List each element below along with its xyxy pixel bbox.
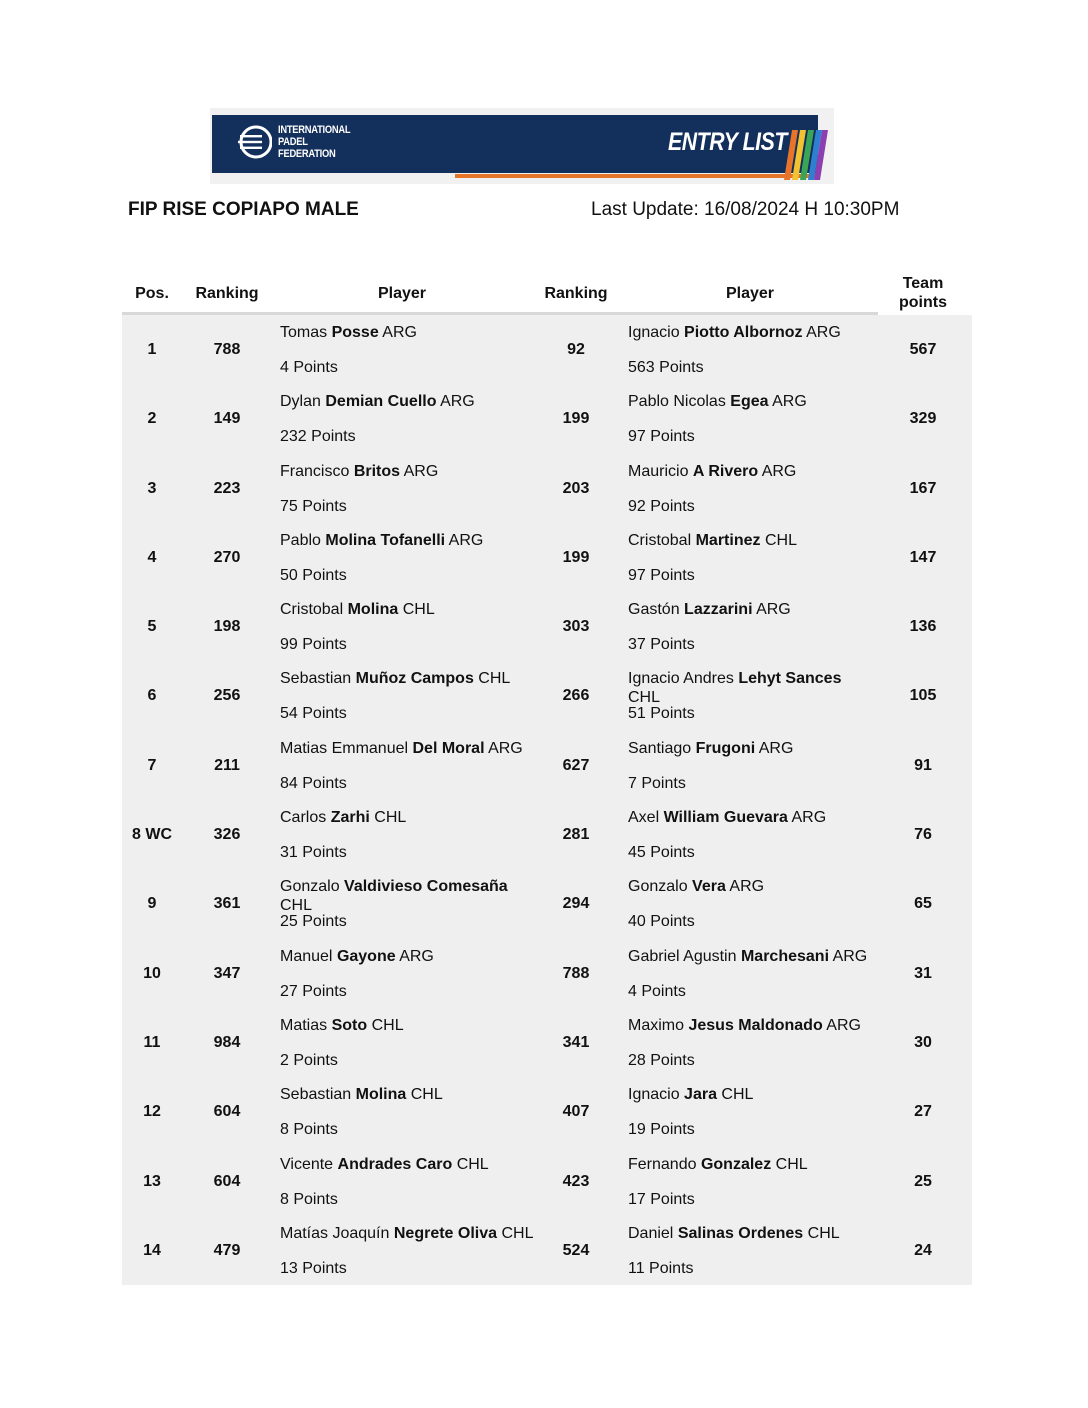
player-2-first-name: Fernando [628, 1155, 697, 1173]
player-1-nationality: ARG [382, 324, 417, 341]
player-2-nationality: CHL [628, 689, 661, 707]
player-2-first-name: Pablo Nicolas [628, 393, 726, 411]
team-points: 30 [914, 1033, 932, 1051]
logo-line: INTERNATIONAL [278, 124, 351, 136]
player-2-last-name: Lehyt Sances [738, 670, 842, 688]
player-1-last-name: Valdivieso Comesaña [344, 878, 508, 896]
ranking-1: 211 [214, 756, 240, 774]
player-1-last-name: Negrete Oliva [393, 1224, 498, 1242]
table-row [122, 592, 972, 661]
tournament-name: FIP RISE COPIAPO MALE [128, 199, 359, 220]
player-2-last-name: Lazzarini [684, 601, 753, 619]
table-row [122, 661, 972, 730]
player-2-points: 40 Points [628, 913, 695, 931]
table-body [122, 315, 972, 1285]
player-2 [628, 1224, 876, 1278]
player-2-first-name: Daniel [628, 1224, 674, 1242]
player-2 [628, 600, 876, 654]
ranking-1: 604 [213, 1172, 241, 1190]
team-points: 27 [914, 1103, 932, 1121]
player-2 [628, 531, 876, 585]
player-1-name [280, 462, 536, 500]
player-1-first-name: Francisco [280, 462, 350, 480]
player-1-last-name: Gayone [336, 947, 396, 965]
player-1-first-name: Cristobal [280, 601, 344, 619]
player-2 [628, 877, 876, 931]
team-points: 136 [909, 618, 937, 636]
player-2-first-name: Axel [628, 809, 660, 827]
team-points: 76 [914, 826, 932, 844]
player-2-points: 28 Points [628, 1051, 695, 1069]
player-2-nationality: ARG [772, 393, 807, 411]
player-2-name [628, 1085, 876, 1123]
player-1-points: 27 Points [280, 982, 347, 1000]
player-2-name [628, 1155, 876, 1193]
ranking-1: 361 [213, 895, 241, 913]
player-1-name [280, 1224, 536, 1262]
player-2-last-name: William Guevara [663, 809, 788, 827]
ranking-2: 203 [562, 479, 590, 497]
team-points: 25 [914, 1172, 932, 1190]
player-1-last-name: Molina [355, 1086, 407, 1104]
player-2-first-name: Ignacio [628, 324, 680, 341]
player-2-points: 19 Points [628, 1121, 695, 1139]
ranking-1: 223 [213, 479, 241, 497]
player-1-last-name: Molina [347, 601, 399, 619]
player-2-nationality: ARG [729, 878, 765, 896]
player-2-first-name: Gastón [628, 601, 680, 619]
ranking-1: 149 [213, 410, 241, 428]
player-2-points: 92 Points [628, 497, 695, 515]
player-1-first-name: Manuel [280, 947, 333, 965]
player-2-name [628, 1016, 876, 1054]
ranking-1: 479 [213, 1241, 241, 1259]
player-2-nationality: ARG [832, 947, 868, 965]
player-1 [280, 392, 536, 446]
player-1-first-name: Vicente [280, 1155, 334, 1173]
ranking-2: 199 [562, 548, 590, 566]
player-1 [280, 1085, 536, 1139]
player-1-last-name: Britos [353, 462, 401, 480]
player-2-first-name: Ignacio Andres [628, 670, 734, 688]
table-row [122, 800, 972, 869]
ranking-1: 326 [213, 826, 241, 844]
ranking-1: 788 [213, 341, 241, 358]
ranking-2: 524 [562, 1241, 590, 1259]
ranking-2: 627 [562, 756, 590, 774]
ranking-2: 788 [562, 964, 590, 982]
position: 10 [143, 964, 161, 982]
team-points: 329 [909, 410, 937, 428]
table-row [122, 523, 972, 592]
player-1 [280, 531, 536, 585]
player-2-name [628, 739, 876, 777]
player-1-nationality: ARG [399, 947, 434, 965]
team-points: 65 [914, 895, 932, 913]
team-points: 167 [909, 479, 937, 497]
player-1-first-name: Gonzalo [280, 878, 340, 896]
ranking-2: 266 [562, 687, 590, 705]
position: 8 WC [132, 826, 172, 844]
player-1-points: 2 Points [280, 1051, 338, 1069]
player-2-nationality: CHL [764, 531, 797, 549]
player-2-nationality: CHL [807, 1224, 840, 1242]
player-2-name [628, 600, 876, 638]
player-1-name [280, 323, 536, 361]
ranking-1: 198 [213, 618, 241, 636]
player-1-nationality: CHL [501, 1224, 534, 1242]
color-stripes-icon [782, 130, 828, 180]
player-2 [628, 1016, 876, 1070]
player-2-points: 51 Points [628, 705, 695, 723]
player-1 [280, 1155, 536, 1209]
player-2-name [628, 808, 876, 846]
player-1-points: 31 Points [280, 844, 347, 862]
player-1 [280, 808, 536, 862]
position: 6 [147, 687, 157, 705]
player-1-points: 8 Points [280, 1190, 338, 1208]
team-points: 567 [909, 341, 937, 358]
player-1-first-name: Sebastian [280, 1086, 352, 1104]
header-ranking-2: Ranking [544, 285, 608, 302]
player-2-first-name: Gabriel Agustin [628, 947, 737, 965]
fip-logo-text [278, 124, 350, 160]
ranking-1: 256 [213, 687, 241, 705]
player-2-first-name: Cristobal [628, 531, 692, 549]
logo-line: PADEL [278, 136, 308, 148]
player-1-points: 54 Points [280, 705, 347, 723]
player-1-nationality: CHL [371, 1016, 404, 1034]
player-1-last-name: Posse [331, 324, 379, 341]
player-2-first-name: Santiago [628, 739, 692, 757]
player-2-points: 45 Points [628, 844, 695, 862]
ranking-1: 984 [213, 1033, 241, 1051]
team-points: 91 [914, 756, 932, 774]
player-2-points: 7 Points [628, 774, 686, 792]
player-1 [280, 669, 536, 723]
player-1-name [280, 739, 536, 777]
team-points: 31 [914, 964, 932, 982]
player-2 [628, 323, 876, 377]
player-1-first-name: Pablo [280, 531, 321, 549]
player-2-name [628, 392, 876, 430]
player-2-last-name: Frugoni [695, 739, 756, 757]
player-2-first-name: Maximo [628, 1016, 685, 1034]
player-2-points: 4 Points [628, 982, 686, 1000]
player-2-points: 11 Points [628, 1259, 694, 1277]
player-1 [280, 1016, 536, 1070]
player-2-last-name: Egea [730, 393, 769, 411]
position: 1 [147, 341, 157, 358]
team-points: 105 [909, 687, 937, 705]
player-2 [628, 669, 876, 723]
player-2 [628, 947, 876, 1001]
player-1-nationality: CHL [402, 601, 435, 619]
player-2-name [628, 1224, 876, 1262]
player-2 [628, 808, 876, 862]
player-2-last-name: Jesus Maldonado [688, 1016, 823, 1034]
player-2-name [628, 462, 876, 500]
ranking-1: 270 [213, 548, 241, 566]
player-1 [280, 323, 536, 377]
player-1-nationality: CHL [410, 1086, 443, 1104]
logo-line: FEDERATION [278, 148, 336, 160]
player-1-name [280, 1016, 536, 1054]
player-1-name [280, 531, 536, 569]
player-1 [280, 600, 536, 654]
player-1-nationality: ARG [448, 531, 484, 549]
position: 11 [143, 1033, 161, 1051]
ranking-2: 294 [562, 895, 590, 913]
header-pos: Pos. [135, 285, 169, 302]
player-2-points: 97 Points [628, 566, 695, 584]
player-1-first-name: Matías Joaquín [280, 1224, 390, 1242]
position: 4 [147, 548, 157, 566]
player-2-name [628, 323, 876, 361]
player-2-name [628, 947, 876, 985]
player-2-last-name: Vera [692, 878, 726, 896]
player-1-name [280, 1085, 536, 1123]
player-2 [628, 392, 876, 446]
player-1-first-name: Carlos [280, 809, 327, 827]
player-1-nationality: CHL [374, 809, 407, 827]
table-row [122, 384, 972, 453]
player-2-last-name: Piotto Albornoz [684, 324, 803, 341]
player-1-points: 99 Points [280, 636, 347, 654]
team-points: 147 [909, 548, 937, 566]
ranking-2: 341 [562, 1033, 590, 1051]
player-2 [628, 739, 876, 793]
player-1-last-name: Soto [331, 1016, 368, 1034]
player-1-points: 25 Points [280, 913, 347, 931]
header-team-line: points [899, 294, 947, 311]
player-2-last-name: Gonzalez [700, 1155, 772, 1173]
player-2-points: 17 Points [628, 1190, 695, 1208]
position: 3 [147, 479, 157, 497]
player-2-nationality: ARG [758, 739, 794, 757]
player-1-first-name: Sebastian [280, 670, 352, 688]
player-1-last-name: Andrades Caro [337, 1155, 453, 1173]
player-1-name [280, 947, 536, 985]
player-1 [280, 877, 536, 931]
player-2-last-name: Marchesani [740, 947, 830, 965]
table-row [122, 315, 972, 384]
player-2-first-name: Gonzalo [628, 878, 688, 896]
player-1-nationality: ARG [440, 393, 475, 411]
player-1-last-name: Demian Cuello [325, 393, 437, 411]
header-ranking-1: Ranking [195, 285, 259, 302]
entry-list-title: ENTRY LIST [668, 128, 787, 156]
table-header [122, 272, 972, 315]
player-1-last-name: Zarhi [330, 809, 370, 827]
position: 2 [147, 410, 157, 428]
player-2-nationality: CHL [775, 1155, 808, 1173]
player-2-nationality: CHL [721, 1086, 754, 1104]
player-2-last-name: Salinas Ordenes [677, 1224, 804, 1242]
entry-table [122, 272, 972, 1285]
player-1-name [280, 877, 536, 915]
ranking-1: 604 [213, 1103, 241, 1121]
table-row [122, 1008, 972, 1077]
player-2-points: 563 Points [628, 359, 704, 376]
player-1-last-name: Del Moral [412, 739, 485, 757]
player-1 [280, 947, 536, 1001]
player-2-points: 37 Points [628, 636, 695, 654]
table-row [122, 454, 972, 523]
header-team-points [878, 274, 968, 312]
ranking-2: 199 [562, 410, 590, 428]
player-1-name [280, 669, 536, 707]
banner-orange-stripe [455, 174, 818, 178]
player-1-first-name: Matias Emmanuel [280, 739, 409, 757]
header-player-1: Player [377, 285, 427, 302]
player-1-first-name: Matias [280, 1016, 328, 1034]
entry-list-banner [210, 108, 834, 184]
player-1-points: 13 Points [280, 1259, 347, 1277]
fip-logo-icon [236, 120, 272, 164]
player-2-name [628, 669, 876, 707]
player-2-name [628, 531, 876, 569]
player-1-nationality: CHL [478, 670, 511, 688]
player-1-points: 4 Points [280, 359, 338, 376]
position: 5 [147, 618, 157, 636]
player-1-points: 50 Points [280, 566, 347, 584]
player-2-nationality: ARG [826, 1016, 861, 1034]
player-1-nationality: ARG [403, 462, 439, 480]
team-points: 24 [914, 1241, 932, 1259]
player-1-name [280, 600, 536, 638]
player-1 [280, 1224, 536, 1278]
player-2-name [628, 877, 876, 915]
player-2 [628, 1155, 876, 1209]
player-1-last-name: Muñoz Campos [355, 670, 474, 688]
position: 14 [143, 1241, 161, 1259]
player-1-name [280, 392, 536, 430]
player-1-first-name: Dylan [280, 393, 321, 411]
player-1-name [280, 1155, 536, 1193]
ranking-2: 92 [567, 341, 585, 358]
position: 7 [147, 756, 157, 774]
player-1-points: 232 Points [280, 428, 356, 446]
player-2-last-name: Jara [684, 1086, 717, 1104]
player-2 [628, 1085, 876, 1139]
header-team-line: Team [902, 275, 944, 292]
table-row [122, 1147, 972, 1216]
player-2-last-name: Martinez [695, 531, 761, 549]
player-2-nationality: ARG [806, 324, 841, 341]
ranking-2: 423 [562, 1172, 590, 1190]
player-1 [280, 462, 536, 516]
player-1-nationality: ARG [488, 739, 523, 757]
ranking-2: 303 [562, 618, 590, 636]
player-2-first-name: Mauricio [628, 462, 689, 480]
player-2-points: 97 Points [628, 428, 695, 446]
player-1-nationality: CHL [456, 1155, 489, 1173]
player-1-nationality: CHL [280, 897, 313, 915]
table-row [122, 1077, 972, 1146]
ranking-2: 407 [562, 1103, 590, 1121]
player-2-nationality: ARG [761, 462, 797, 480]
player-1-points: 8 Points [280, 1121, 338, 1139]
ranking-1: 347 [213, 964, 241, 982]
player-1-last-name: Molina Tofanelli [325, 531, 446, 549]
last-update: Last Update: 16/08/2024 H 10:30PM [591, 199, 900, 220]
table-row [122, 869, 972, 938]
table-row [122, 1216, 972, 1285]
ranking-2: 281 [562, 826, 590, 844]
table-row [122, 731, 972, 800]
table-row [122, 939, 972, 1008]
player-2-last-name: A Rivero [692, 462, 759, 480]
player-1-name [280, 808, 536, 846]
player-1-first-name: Tomas [280, 324, 328, 341]
player-2-first-name: Ignacio [628, 1086, 680, 1104]
position: 13 [143, 1172, 161, 1190]
player-2-nationality: ARG [756, 601, 791, 619]
position: 12 [143, 1103, 161, 1121]
player-1-points: 84 Points [280, 774, 347, 792]
position: 9 [147, 895, 157, 913]
player-2-nationality: ARG [791, 809, 827, 827]
player-2 [628, 462, 876, 516]
player-1 [280, 739, 536, 793]
player-1-points: 75 Points [280, 497, 347, 515]
header-player-2: Player [725, 285, 775, 302]
